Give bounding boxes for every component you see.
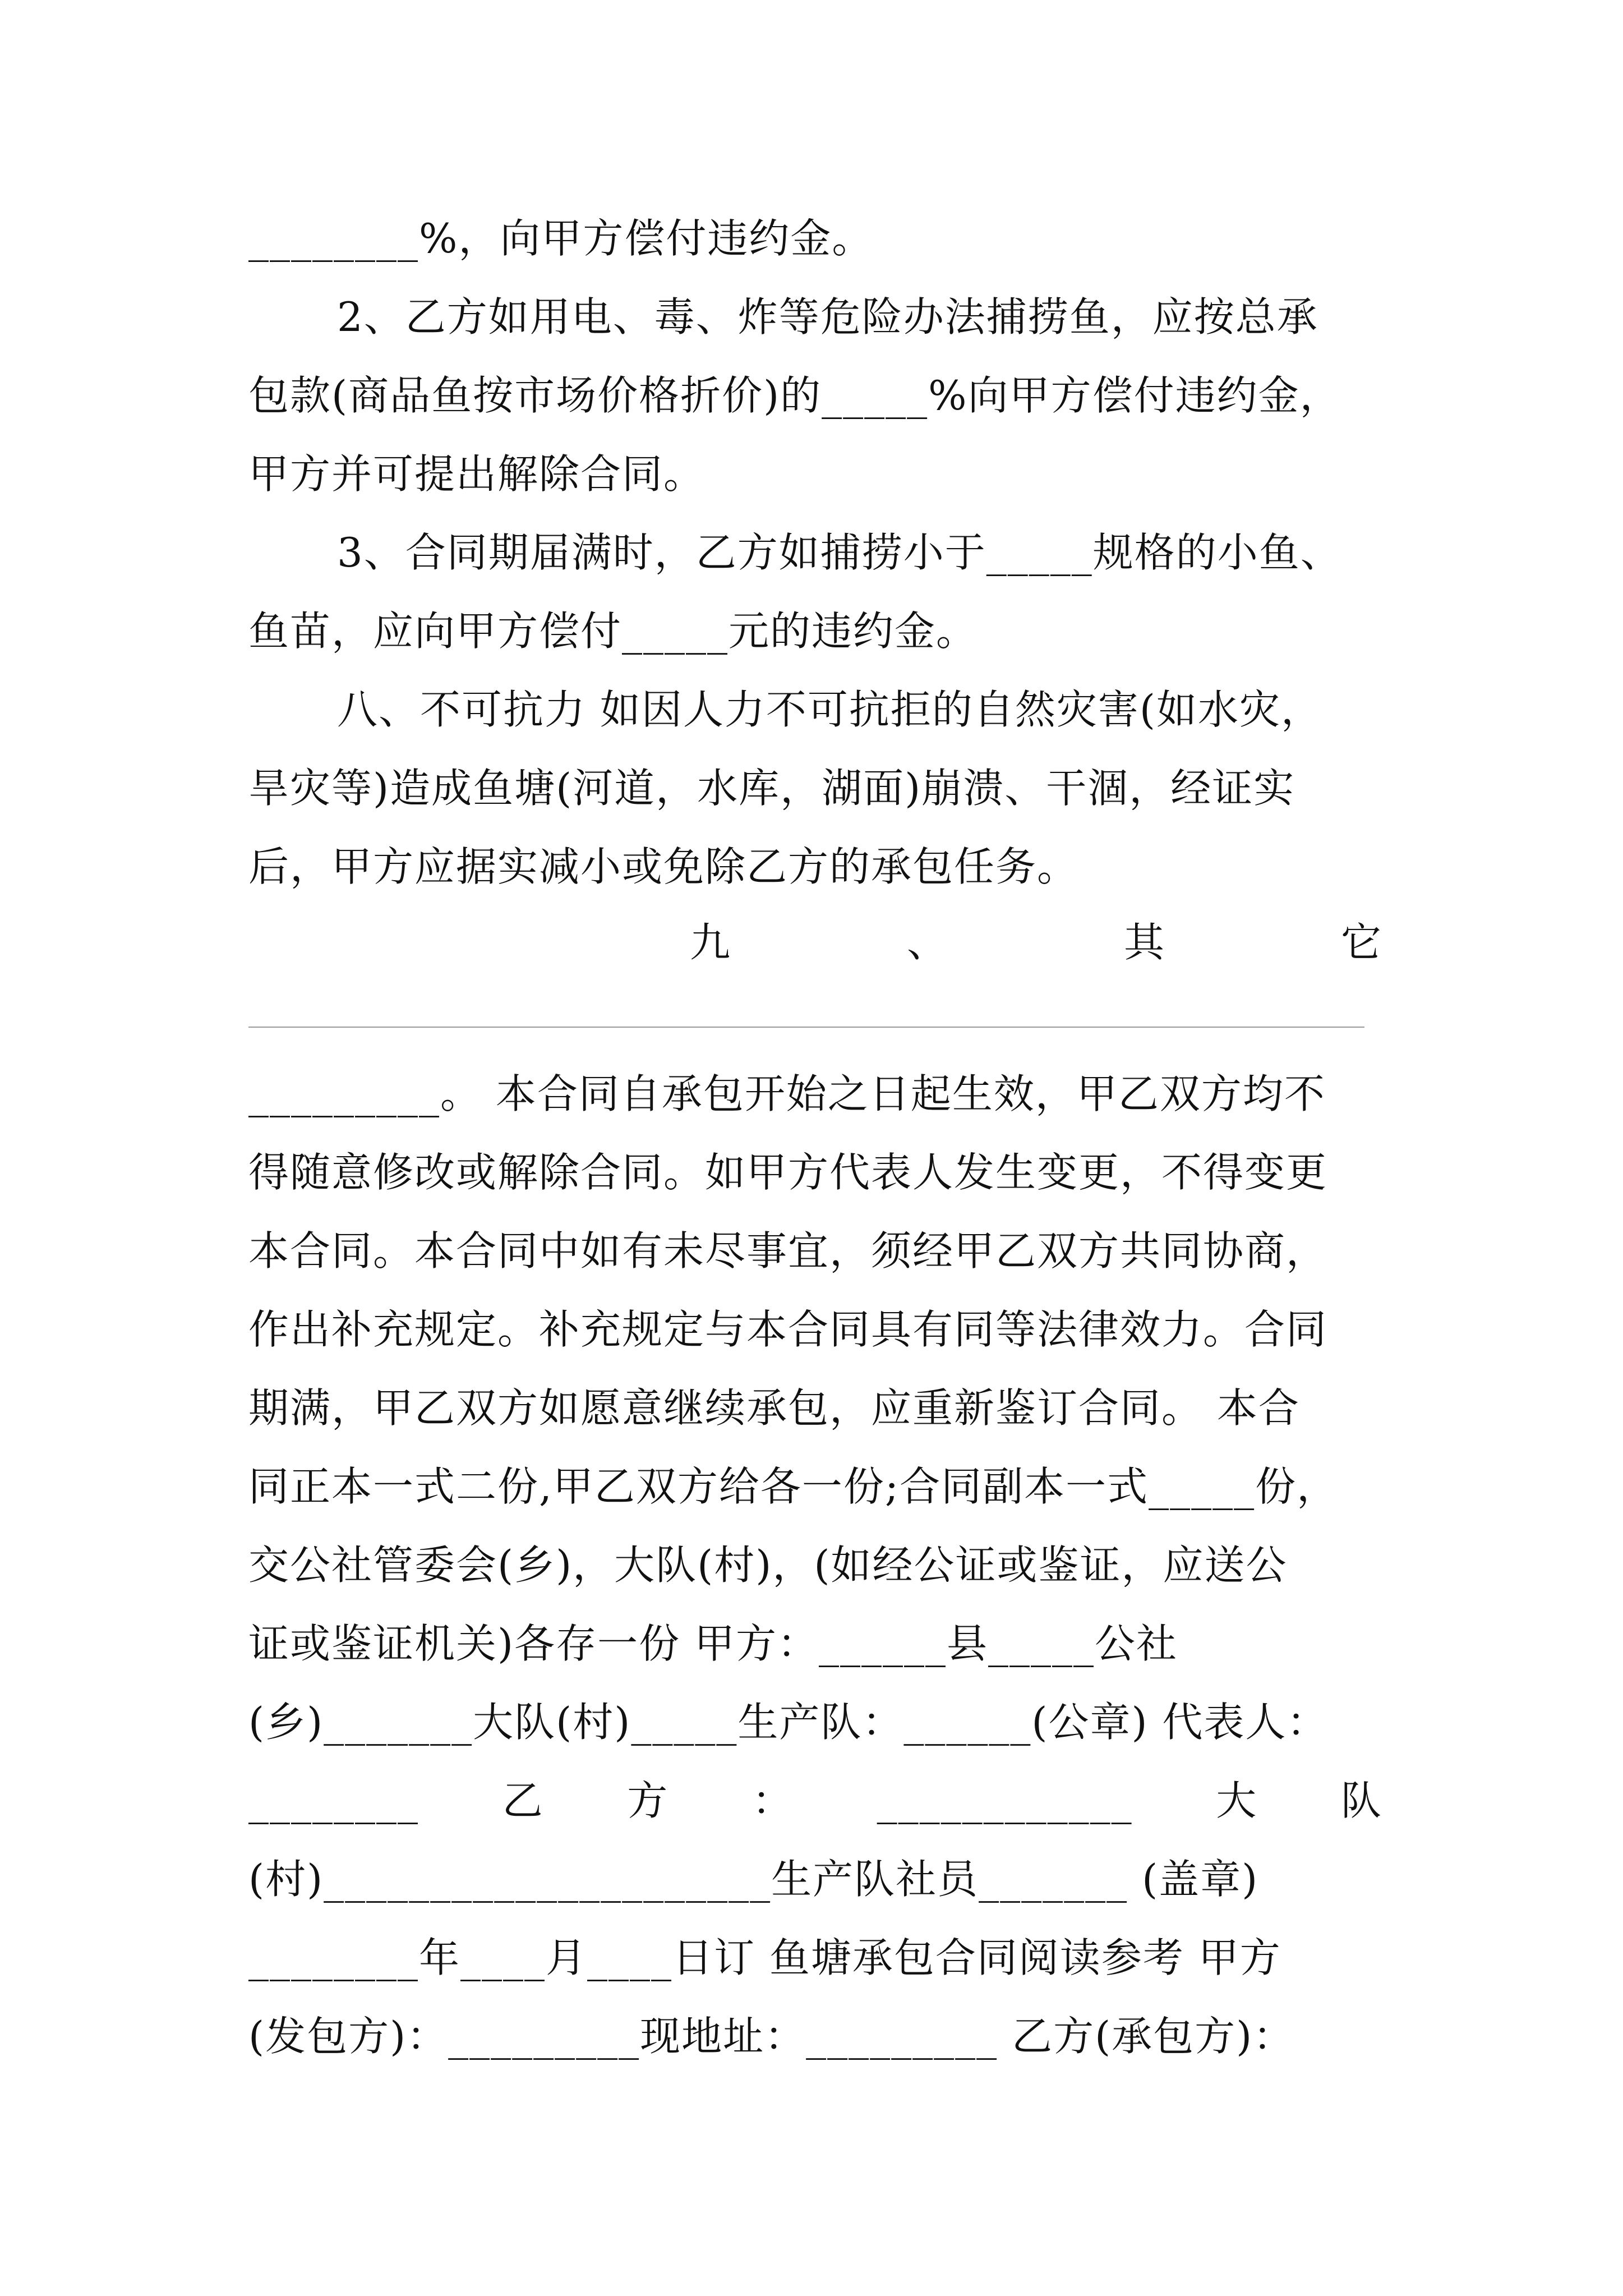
row-char: 大 xyxy=(1216,1777,1258,1824)
text-line: 包款(商品鱼按市场价格折价)的_____%向甲方偿付违约金， xyxy=(248,372,1341,419)
text-line: 旱灾等)造成鱼塘(河道，水库，湖面)崩溃、干涸，经证实 xyxy=(248,765,1295,812)
text-line: (发包方)：_________现地址：_________ 乙方(承包方)： xyxy=(248,2013,1295,2060)
row-char: 乙 xyxy=(502,1777,544,1824)
row-char: 队 xyxy=(1340,1777,1382,1824)
text-line: ________年____月____日订 鱼塘承包合同阅读参考 甲方 xyxy=(248,1934,1281,1981)
heading-char: 九 xyxy=(690,919,732,966)
text-line: ________%，向甲方偿付违约金。 xyxy=(248,215,874,262)
text-line: 鱼苗，应向甲方偿付_____元的违约金。 xyxy=(248,608,978,655)
party-b-row xyxy=(248,1773,1382,1829)
text-line: 证或鉴证机关)各存一份 甲方：______县_____公社 xyxy=(248,1620,1178,1667)
text-line: 2、乙方如用电、毒、炸等危险办法捕捞鱼，应按总承 xyxy=(337,293,1318,341)
text-line: 八、不可抗力 如因人力不可抗拒的自然灾害(如水灾， xyxy=(337,686,1322,733)
text-line: 期满，甲乙双方如愿意继续承包，应重新鉴订合同。 本合 xyxy=(248,1384,1300,1432)
heading-char: 它 xyxy=(1340,919,1382,966)
text-line: 本合同。本合同中如有未尽事宜，须经甲乙双方共同协商， xyxy=(248,1227,1328,1274)
row-char: ： xyxy=(751,1777,794,1824)
row-char: 方 xyxy=(627,1777,669,1824)
text-line: 作出补充规定。补充规定与本合同具有同等法律效力。合同 xyxy=(248,1306,1328,1353)
text-line: 后，甲方应据实减小或免除乙方的承包任务。 xyxy=(248,843,1079,890)
text-line: 甲方并可提出解除合同。 xyxy=(248,450,706,498)
heading-char: 其 xyxy=(1123,919,1165,966)
text-line: (村)_____________________生产队社员_______ (盖章) xyxy=(248,1856,1259,1903)
text-line: (乡)_______大队(村)_____生产队：______(公章) 代表人： xyxy=(248,1699,1329,1746)
section-heading-nine xyxy=(690,914,1382,970)
text-line: 交公社管委会(乡)，大队(村)，(如经公证或鉴证，应送公 xyxy=(248,1542,1288,1589)
text-line: _________。 本合同自承包开始之日起生效，甲乙双方均不 xyxy=(248,1070,1326,1117)
blank-field: ________ xyxy=(248,1777,419,1824)
text-line: 同正本一式二份,甲乙双方给各一份;合同副本一式_____份， xyxy=(248,1463,1339,1510)
text-line: 3、合同期届满时，乙方如捕捞小于_____规格的小鱼、 xyxy=(337,529,1342,576)
blank-fill-line xyxy=(248,1027,1364,1028)
text-line: 得随意修改或解除合同。如甲方代表人发生变更，不得变更 xyxy=(248,1149,1328,1196)
heading-char: 、 xyxy=(906,919,948,966)
blank-field: ____________ xyxy=(877,1777,1133,1824)
